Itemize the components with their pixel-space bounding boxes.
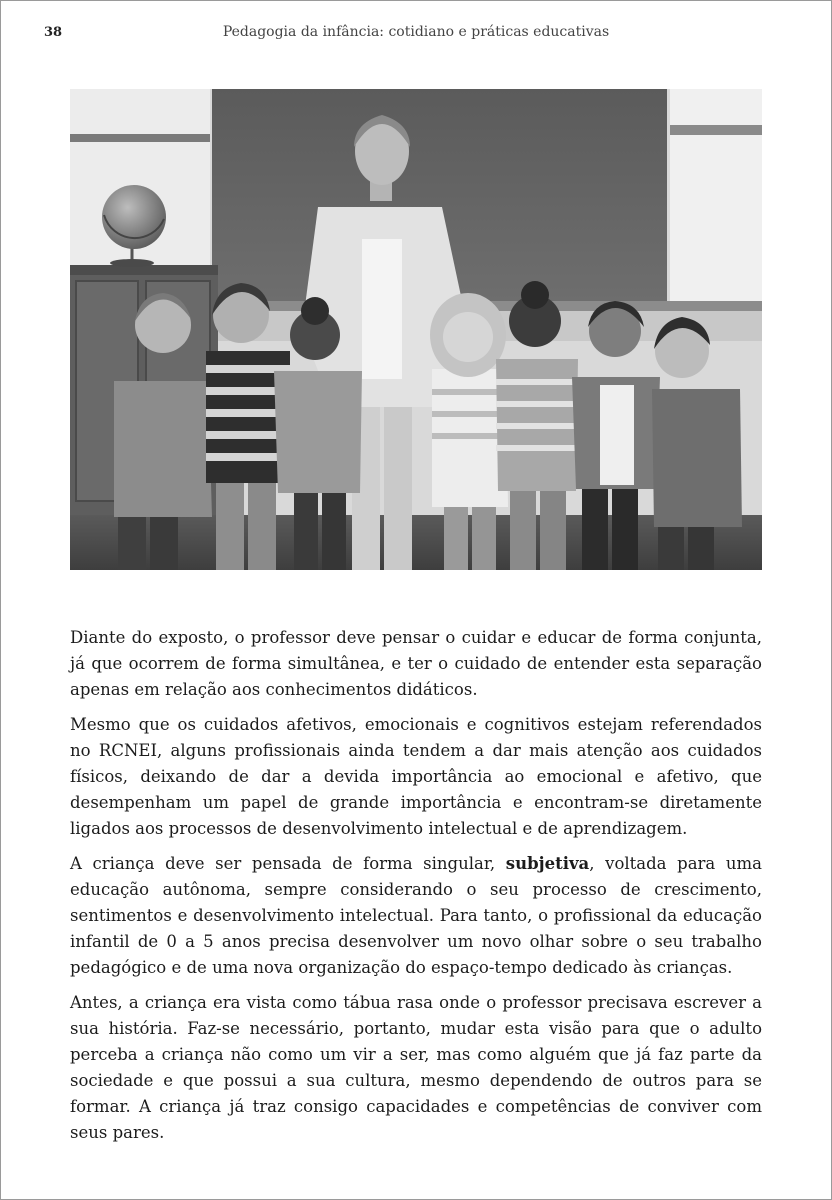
classroom-photo [70, 89, 762, 570]
page-header [1, 23, 831, 45]
paragraph-2: Mesmo que os cuidados afetivos, emocionais e cognitivos estejam referendados no RCNEI, alguns profissionais ainda tendem a dar mais atenção aos cuidados físicos, deixando de dar a devida importância ao emocional e afetivo, que desempenham um papel de grande importância e encontram-se diretamente ligados aos processos de desenvolvimento intelectual e de aprendizagem. [70, 715, 762, 838]
body-text [70, 625, 762, 1155]
bold-term-subjetiva: subjetiva [505, 854, 590, 873]
paragraph-3 [70, 851, 762, 981]
paragraph-1: Diante do exposto, o professor deve pensar o cuidar e educar de forma conjunta, já que ocorrem de forma simultânea, e ter o cuidado de entender esta separação apenas em relação aos conhecimentos didáticos. [70, 628, 762, 699]
paragraph-4: Antes, a criança era vista como tábua rasa onde o professor precisava escrever a sua história. Faz-se necessário, portanto, mudar esta visão para que o adulto perceba a criança não como um vir a ser, mas como alguém que já faz parte da sociedade e que possui a sua cultura, mesmo dependendo de outros para se formar. A criança já traz consigo capacidades e competências de conviver com seus pares. [70, 993, 762, 1142]
running-title: Pedagogia da infância: cotidiano e práticas educativas [222, 24, 610, 40]
page-number: 38 [44, 25, 63, 40]
paragraph-3-start: A criança deve ser pensada de forma singular, [70, 854, 506, 873]
paragraph-3-end: , voltada para uma educação autônoma, sempre considerando o seu processo de crescimento, sentimentos e desenvolvimento intelectual. Para tanto, o profissional da educação infantil de 0 a 5 anos precisa desenvolver um novo olhar sobre o seu trabalho pedagógico e de uma nova organização do espaço-tempo dedicado às crianças. [70, 854, 762, 977]
window-right [670, 89, 762, 304]
